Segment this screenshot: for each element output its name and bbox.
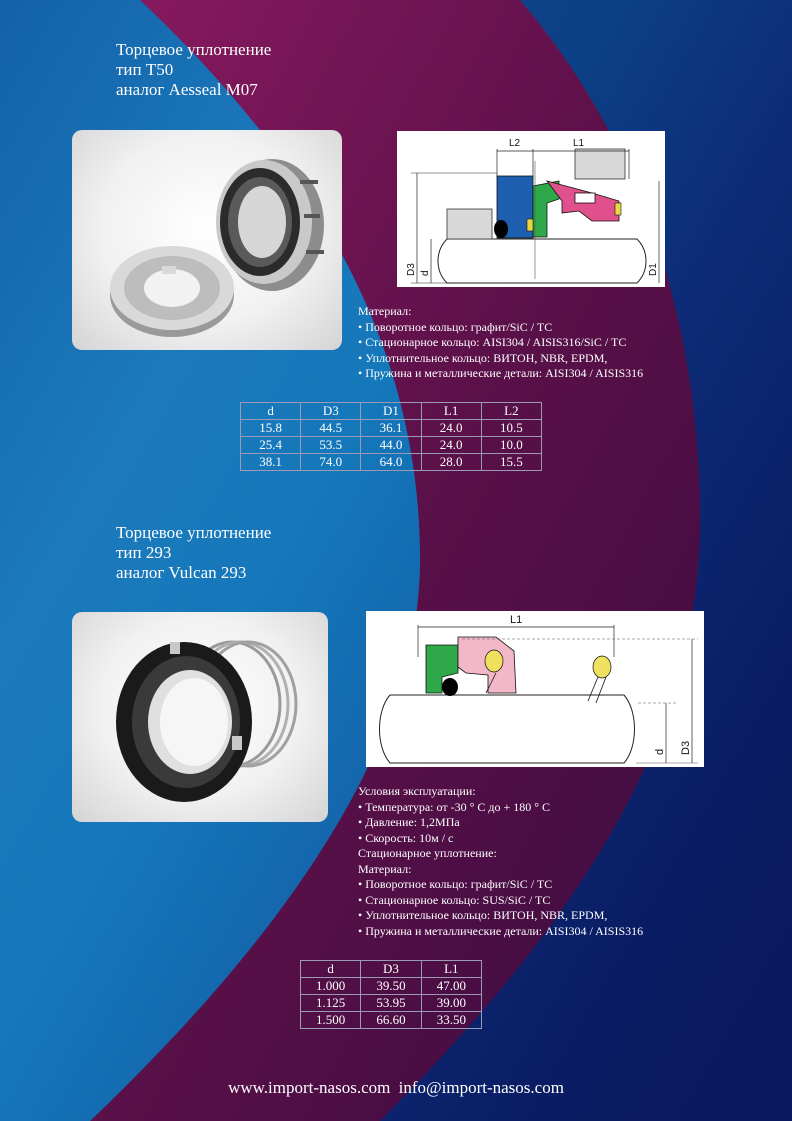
table-cell: 33.50 (421, 1012, 481, 1029)
t50-section-drawing (397, 131, 665, 287)
table-cell: 10.5 (481, 420, 541, 437)
product-2-drawing (366, 611, 704, 767)
table-cell: 24.0 (421, 437, 481, 454)
table-cell: 36.1 (361, 420, 421, 437)
spec-line: Стационарное уплотнение: (358, 846, 497, 860)
table-cell: 10.0 (481, 437, 541, 454)
table-cell: 53.5 (301, 437, 361, 454)
product-1-drawing (397, 131, 665, 287)
table-row (301, 1012, 482, 1029)
spec-line: • Давление: 1,2МПа (358, 815, 460, 829)
table-cell: 15.5 (481, 454, 541, 471)
website-link[interactable]: www.import-nasos.com (228, 1078, 391, 1097)
product-1-specs (358, 304, 643, 382)
product-1-title-line-2: тип T50 (116, 60, 174, 79)
table-cell: 74.0 (301, 454, 361, 471)
seal-photo-293 (72, 612, 328, 822)
table-cell: 24.0 (421, 420, 481, 437)
table-header: L1 (421, 403, 481, 420)
spec-line: • Стационарное кольцо: AISI304 / AISIS316/SiC / TC (358, 335, 627, 349)
table-header: D3 (361, 961, 421, 978)
table-cell: 1.125 (301, 995, 361, 1012)
spec-line: • Поворотное кольцо: графит/SiC / TC (358, 319, 553, 334)
table-row (241, 454, 542, 471)
product-2-title-line-2: тип 293 (116, 543, 172, 562)
drawing-label-l2: L2 (509, 138, 521, 149)
table-header: D3 (301, 403, 361, 420)
293-section-drawing (366, 611, 704, 767)
table-row (301, 978, 482, 995)
spec-line: • Скорость: 10м / с (358, 830, 454, 845)
drawing-label-l1: L1 (573, 138, 585, 149)
spec-line: • Стационарное кольцо: SUS/SiC / TC (358, 892, 551, 907)
table-cell: 44.0 (361, 437, 421, 454)
table-header: d (301, 961, 361, 978)
table-cell: 39.00 (421, 995, 481, 1012)
table-row (241, 420, 542, 437)
table-cell: 38.1 (241, 454, 301, 471)
table-header-row (241, 403, 542, 420)
table-cell: 66.60 (361, 1012, 421, 1029)
table-header-row (301, 961, 482, 978)
table-cell: 28.0 (421, 454, 481, 471)
product-1-title-line-1: Торцевое уплотнение (116, 40, 272, 59)
spec-line: • Пружина и металлические детали: AISI304 / AISIS316 (358, 923, 644, 938)
table-header: d (241, 403, 301, 420)
product-1-photo (72, 130, 342, 350)
table-header: D1 (361, 403, 421, 420)
table-cell: 1.000 (301, 978, 361, 995)
table-header: L2 (481, 403, 541, 420)
seal-photo-t50 (72, 130, 342, 350)
table-cell: 44.5 (301, 420, 361, 437)
table-cell: 47.00 (421, 978, 481, 995)
email-link[interactable]: info@import-nasos.com (398, 1078, 564, 1097)
table-cell: 25.4 (241, 437, 301, 454)
drawing-label-d3: D3 (680, 740, 692, 755)
spec-line: Материал: (358, 861, 412, 876)
spec-line: • Уплотнительное кольцо: ВИТОН, NBR, EPDM, (358, 350, 608, 365)
table-cell: 53.95 (361, 995, 421, 1012)
table-row (301, 995, 482, 1012)
table-cell: 39.50 (361, 978, 421, 995)
product-2-specs (358, 784, 643, 939)
spec-line: • Температура: от -30 ° С до + 180 ° С (358, 799, 551, 814)
product-2-title-line-1: Торцевое уплотнение (116, 523, 272, 542)
spec-line: • Поворотное кольцо: графит/SiC / TC (358, 877, 553, 891)
product-2-title-line-3: аналог Vulcan 293 (116, 563, 247, 582)
spec-line: • Уплотнительное кольцо: ВИТОН, NBR, EPDM, (358, 908, 608, 922)
drawing-label-d1: D1 (648, 263, 659, 276)
spec-line: Материал: (358, 304, 412, 318)
product-1-title (116, 40, 271, 100)
drawing-label-d: d (420, 270, 431, 276)
table-row (241, 437, 542, 454)
product-2-title (116, 523, 271, 583)
table-cell: 64.0 (361, 454, 421, 471)
product-2-photo (72, 612, 328, 822)
product-2-dimensions-table (300, 960, 482, 1029)
table-cell: 15.8 (241, 420, 301, 437)
spec-line: Условия эксплуатации: (358, 784, 476, 798)
drawing-label-l1: L1 (510, 614, 523, 626)
drawing-label-d3: D3 (406, 263, 417, 276)
product-1-dimensions-table (240, 402, 542, 471)
footer-contacts (0, 1078, 792, 1098)
product-1-title-line-3: аналог Aesseal M07 (116, 80, 258, 99)
table-cell: 1.500 (301, 1012, 361, 1029)
drawing-label-d: d (654, 748, 666, 755)
table-header: L1 (421, 961, 481, 978)
spec-line: • Пружина и металлические детали: AISI304 / AISIS316 (358, 366, 644, 380)
